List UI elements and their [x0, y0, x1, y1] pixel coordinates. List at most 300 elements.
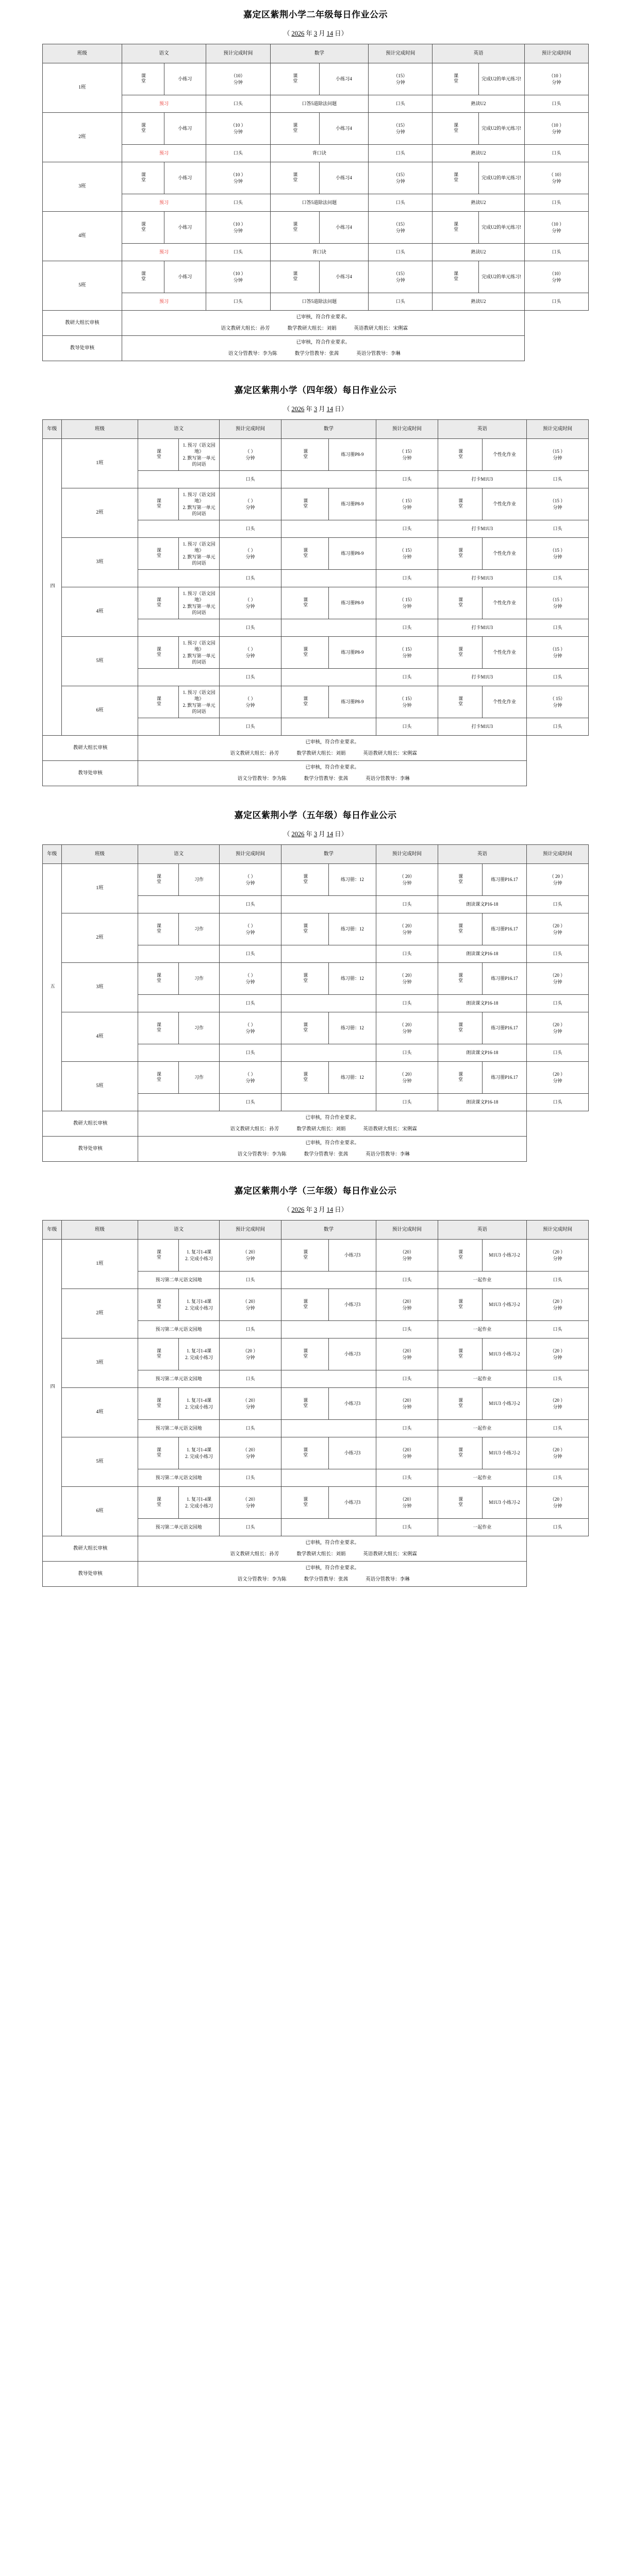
chinese-preview — [138, 619, 220, 637]
class-cell: 1班 — [43, 63, 122, 113]
math-work: 练习册P8-9 — [328, 587, 376, 619]
chinese-preview: 预习 — [122, 293, 206, 311]
math-preview-time: 口头 — [369, 293, 433, 311]
math-preview — [281, 1272, 376, 1289]
english-preview-time: 口头 — [527, 896, 589, 913]
col-header-math: 数学 — [281, 1221, 376, 1240]
math-time: （ 15） 分钟 — [376, 587, 438, 619]
col-header-time-chinese: 预计完成时间 — [220, 845, 281, 864]
math-preview-time: 口头 — [376, 718, 438, 736]
classroom-tag: 课堂 — [438, 963, 482, 995]
classroom-tag: 课堂 — [438, 1437, 482, 1469]
english-time: （15 ） 分钟 — [527, 587, 589, 619]
math-preview — [281, 1044, 376, 1062]
classroom-tag: 课堂 — [438, 1012, 482, 1044]
math-preview — [281, 619, 376, 637]
english-work: 完成U2的单元练习! — [478, 212, 524, 244]
classroom-tag: 课堂 — [281, 488, 328, 520]
english-preview: 熟读U2 — [433, 145, 524, 162]
table-row — [43, 963, 589, 995]
table-row-preview — [43, 194, 589, 212]
english-time: （10） 分钟 — [524, 261, 588, 293]
chinese-preview-time: 口头 — [220, 669, 281, 686]
classroom-tag: 课堂 — [138, 538, 179, 570]
math-preview — [281, 1094, 376, 1111]
classroom-tag: 课堂 — [138, 686, 179, 718]
class-cell: 2班 — [43, 113, 122, 162]
classroom-tag: 课堂 — [138, 1388, 179, 1420]
chinese-time: （ 20） 分钟 — [220, 1289, 281, 1321]
english-work: 个性化作业 — [482, 538, 526, 570]
chinese-preview-time: 口头 — [220, 995, 281, 1012]
chinese-preview-time: 口头 — [206, 145, 270, 162]
review-row-group-leader — [43, 1111, 589, 1137]
math-preview — [281, 1420, 376, 1437]
chinese-time: （10 ） 分钟 — [206, 212, 270, 244]
english-work: 练习册P16.17 — [482, 963, 526, 995]
section-grade2 — [0, 0, 631, 361]
classroom-tag: 课堂 — [138, 864, 179, 896]
chinese-preview — [138, 718, 220, 736]
classroom-tag: 课堂 — [270, 162, 319, 194]
english-preview-time: 口头 — [524, 145, 588, 162]
classroom-tag: 课堂 — [281, 1240, 328, 1272]
classroom-tag: 课堂 — [438, 1388, 482, 1420]
english-preview: 熟读U2 — [433, 194, 524, 212]
class-cell: 3班 — [61, 538, 138, 587]
english-work: 练习册P16.17 — [482, 864, 526, 896]
chinese-work: 1. 预习《语文园地》 2. 默写第一单元的词语 — [179, 587, 220, 619]
review-english-leader: 英语教研大组长：宋俐霖 — [363, 751, 417, 756]
classroom-tag: 课堂 — [138, 1012, 179, 1044]
col-header-english: 英语 — [438, 420, 526, 439]
table-row — [43, 488, 589, 520]
class-cell: 3班 — [61, 963, 138, 1012]
review-row-office — [43, 336, 589, 361]
class-cell: 4班 — [61, 1388, 138, 1437]
english-preview: 一起作业 — [438, 1272, 526, 1289]
math-preview — [281, 1370, 376, 1388]
col-header-class: 班级 — [43, 44, 122, 63]
english-work: 个性化作业 — [482, 637, 526, 669]
math-preview — [281, 896, 376, 913]
math-work: 练习册P8-9 — [328, 488, 376, 520]
review-body-group-leader — [138, 1111, 527, 1137]
date-day: 14 — [326, 831, 334, 838]
classroom-tag: 课堂 — [138, 913, 179, 945]
page-title-grade3: 嘉定区紫荆小学（三年级）每日作业公示 — [234, 1186, 397, 1196]
table-row — [43, 439, 589, 471]
review-body-office — [122, 336, 524, 361]
math-preview — [281, 718, 376, 736]
math-preview-time: 口头 — [376, 1094, 438, 1111]
math-time: （20） 分钟 — [376, 1338, 438, 1370]
office-english: 英语分管教导：李琳 — [366, 776, 410, 782]
homework-table-grade5 — [42, 844, 589, 1162]
classroom-tag: 课堂 — [281, 587, 328, 619]
page-title-grade5: 嘉定区紫荆小学（五年级）每日作业公示 — [234, 810, 397, 820]
math-preview-time: 口头 — [369, 194, 433, 212]
col-header-math: 数学 — [281, 845, 376, 864]
table-row — [43, 686, 589, 718]
english-work: M1U3 小练习-2 — [482, 1289, 526, 1321]
english-preview-time: 口头 — [524, 194, 588, 212]
chinese-preview: 预习第二单元语文园地 — [138, 1321, 220, 1338]
chinese-preview-time: 口头 — [206, 95, 270, 113]
chinese-preview — [138, 1044, 220, 1062]
classroom-tag: 课堂 — [270, 113, 319, 145]
classroom-tag: 课堂 — [122, 261, 164, 293]
review-approved-text: 已审核，符合作业要求。 — [305, 1115, 359, 1121]
review-row-office — [43, 1137, 589, 1162]
col-header-chinese: 语文 — [122, 44, 206, 63]
review-approved-text: 已审核，符合作业要求。 — [305, 739, 359, 745]
english-preview: 朗读课文P16-18 — [438, 1094, 526, 1111]
math-preview: 背口诀 — [270, 145, 369, 162]
chinese-preview — [138, 995, 220, 1012]
table-header-row — [43, 420, 589, 439]
chinese-preview — [138, 669, 220, 686]
chinese-preview-time: 口头 — [206, 293, 270, 311]
col-header-class: 班级 — [61, 1221, 138, 1240]
chinese-preview — [138, 1094, 220, 1111]
grade-cell: 五 — [43, 864, 62, 1111]
classroom-tag: 课堂 — [270, 63, 319, 95]
date-day: 14 — [326, 1206, 334, 1213]
english-time: （10 ） 分钟 — [524, 113, 588, 145]
english-preview: 朗读课文P16-18 — [438, 945, 526, 963]
col-header-class: 班级 — [61, 845, 138, 864]
chinese-work: 小练习 — [164, 261, 206, 293]
office-math: 数学分管教导：张茜 — [304, 1151, 348, 1157]
review-body-group-leader — [138, 1536, 527, 1562]
english-preview: 打卡M1U3 — [438, 718, 526, 736]
english-time: （10 ） 分钟 — [524, 212, 588, 244]
chinese-work: 1. 预习《语文园地》 2. 默写第一单元的词语 — [179, 538, 220, 570]
class-cell: 1班 — [61, 1240, 138, 1289]
english-time: （20 ） 分钟 — [527, 1062, 589, 1094]
classroom-tag: 课堂 — [281, 1388, 328, 1420]
math-preview-time: 口头 — [376, 619, 438, 637]
math-time: （20） 分钟 — [376, 1289, 438, 1321]
review-row-office — [43, 1562, 589, 1587]
col-header-time-english: 预计完成时间 — [527, 845, 589, 864]
math-preview-time: 口头 — [369, 95, 433, 113]
english-preview: 打卡M1U3 — [438, 471, 526, 488]
office-english: 英语分管教导：李琳 — [366, 1577, 410, 1582]
review-body-group-leader — [122, 311, 524, 336]
chinese-time: （ ） 分钟 — [220, 439, 281, 471]
english-work: M1U3 小练习-2 — [482, 1240, 526, 1272]
review-approved-text: 已审核，符合作业要求。 — [305, 1540, 359, 1546]
english-time: （20 ） 分钟 — [527, 913, 589, 945]
col-header-time-english: 预计完成时间 — [524, 44, 588, 63]
classroom-tag: 课堂 — [138, 587, 179, 619]
chinese-time: （ ） 分钟 — [220, 637, 281, 669]
class-cell: 5班 — [61, 1062, 138, 1111]
chinese-time: （ ） 分钟 — [220, 587, 281, 619]
office-chinese: 语文分管教导：李为陈 — [228, 351, 277, 357]
chinese-preview-time: 口头 — [220, 1044, 281, 1062]
chinese-preview: 预习第二单元语文园地 — [138, 1469, 220, 1487]
chinese-time: （ ） 分钟 — [220, 686, 281, 718]
col-header-time-chinese: 预计完成时间 — [220, 420, 281, 439]
english-preview: 一起作业 — [438, 1321, 526, 1338]
table-body — [43, 63, 589, 311]
classroom-tag: 课堂 — [138, 1289, 179, 1321]
chinese-time: （ 20） 分钟 — [220, 1240, 281, 1272]
classroom-tag: 课堂 — [438, 488, 482, 520]
english-time: （ 20 ） 分钟 — [527, 864, 589, 896]
english-preview: 朗读课文P16-18 — [438, 995, 526, 1012]
table-row — [43, 212, 589, 244]
table-row — [43, 162, 589, 194]
review-footer — [43, 1111, 589, 1162]
chinese-work: 1. 复习1-4课 2. 完成小练习 — [179, 1487, 220, 1519]
english-preview: 打卡M1U3 — [438, 669, 526, 686]
math-time: （15） 分钟 — [369, 162, 433, 194]
table-row — [43, 63, 589, 95]
english-preview-time: 口头 — [527, 1370, 589, 1388]
math-preview — [281, 995, 376, 1012]
classroom-tag: 课堂 — [433, 162, 478, 194]
classroom-tag: 课堂 — [433, 113, 478, 145]
classroom-tag: 课堂 — [438, 864, 482, 896]
chinese-preview: 预习第二单元语文园地 — [138, 1370, 220, 1388]
review-row-group-leader — [43, 311, 589, 336]
table-row-preview — [43, 293, 589, 311]
classroom-tag: 课堂 — [438, 439, 482, 471]
english-work: 个性化作业 — [482, 488, 526, 520]
chinese-work: 习作 — [179, 963, 220, 995]
english-work: 练习册P16.17 — [482, 1012, 526, 1044]
review-row-office — [43, 761, 589, 786]
chinese-preview-time: 口头 — [220, 1420, 281, 1437]
english-preview-time: 口头 — [527, 1094, 589, 1111]
math-preview — [281, 570, 376, 587]
chinese-preview — [138, 520, 220, 538]
table-body — [43, 864, 589, 1111]
english-preview: 一起作业 — [438, 1469, 526, 1487]
review-chinese-leader: 语文教研大组长：孙芳 — [221, 326, 270, 331]
col-header-time-english: 预计完成时间 — [527, 420, 589, 439]
classroom-tag: 课堂 — [438, 1289, 482, 1321]
chinese-preview-time: 口头 — [220, 945, 281, 963]
table-row — [43, 637, 589, 669]
english-time: （20 ） 分钟 — [527, 963, 589, 995]
date-day: 14 — [326, 30, 334, 37]
chinese-preview: 预习第二单元语文园地 — [138, 1420, 220, 1437]
chinese-work: 1. 复习1-4课 2. 完成小练习 — [179, 1437, 220, 1469]
classroom-tag: 课堂 — [438, 587, 482, 619]
chinese-time: （10 ） 分钟 — [206, 113, 270, 145]
table-row — [43, 1487, 589, 1519]
chinese-preview — [138, 896, 220, 913]
math-preview-time: 口头 — [376, 669, 438, 686]
class-cell: 2班 — [61, 488, 138, 538]
math-preview-time: 口头 — [376, 1469, 438, 1487]
grade-cell: 四 — [43, 439, 62, 736]
math-time: （15） 分钟 — [369, 212, 433, 244]
class-cell: 3班 — [43, 162, 122, 212]
chinese-time: （ ） 分钟 — [220, 1012, 281, 1044]
table-row — [43, 1012, 589, 1044]
classroom-tag: 课堂 — [138, 1437, 179, 1469]
chinese-time: （20 ） 分钟 — [220, 1338, 281, 1370]
col-header-chinese: 语文 — [138, 420, 220, 439]
math-time: （ 20） 分钟 — [376, 1062, 438, 1094]
math-time: （20） 分钟 — [376, 1388, 438, 1420]
english-time: （ 15） 分钟 — [527, 686, 589, 718]
table-header-row — [43, 44, 589, 63]
classroom-tag: 课堂 — [138, 1240, 179, 1272]
math-preview-time: 口头 — [369, 145, 433, 162]
math-work: 小练习4 — [319, 261, 368, 293]
classroom-tag: 课堂 — [281, 864, 328, 896]
office-english: 英语分管教导：李琳 — [356, 351, 401, 357]
math-work: 练习册：12 — [328, 1062, 376, 1094]
col-header-time-english: 预计完成时间 — [527, 1221, 589, 1240]
office-math: 数学分管教导：张茜 — [304, 776, 348, 782]
table-row — [43, 1388, 589, 1420]
english-time: （20 ） 分钟 — [527, 1012, 589, 1044]
date-year: 2026 — [291, 1206, 305, 1213]
math-work: 小练习3 — [328, 1487, 376, 1519]
chinese-work: 1. 预习《语文园地》 2. 默写第一单元的词语 — [179, 637, 220, 669]
chinese-preview: 预习 — [122, 95, 206, 113]
chinese-preview — [138, 945, 220, 963]
chinese-preview-time: 口头 — [220, 471, 281, 488]
english-work: 个性化作业 — [482, 587, 526, 619]
english-work: M1U3 小练习-2 — [482, 1487, 526, 1519]
math-work: 练习册：12 — [328, 864, 376, 896]
col-header-chinese: 语文 — [138, 1221, 220, 1240]
math-time: （ 15） 分钟 — [376, 538, 438, 570]
homework-table-grade2 — [42, 44, 589, 361]
homework-table-grade4 — [42, 419, 589, 786]
review-label-group-leader: 教研大组长审核 — [43, 1536, 138, 1562]
table-row — [43, 587, 589, 619]
chinese-preview-time: 口头 — [220, 1469, 281, 1487]
english-time: （20 ） 分钟 — [527, 1289, 589, 1321]
english-preview: 熟读U2 — [433, 293, 524, 311]
grade-cell: 四 — [43, 1240, 62, 1536]
english-preview-time: 口头 — [524, 244, 588, 261]
review-approved-text: 已审核，符合作业要求。 — [296, 314, 350, 320]
classroom-tag: 课堂 — [138, 1062, 179, 1094]
review-label-office: 教导处审核 — [43, 336, 122, 361]
chinese-time: （ ） 分钟 — [220, 1062, 281, 1094]
chinese-preview-time: 口头 — [206, 194, 270, 212]
english-preview-time: 口头 — [524, 95, 588, 113]
chinese-preview-time: 口头 — [206, 244, 270, 261]
chinese-preview: 预习第二单元语文园地 — [138, 1272, 220, 1289]
math-time: （ 20） 分钟 — [376, 913, 438, 945]
math-preview-time: 口头 — [376, 471, 438, 488]
math-time: （ 20） 分钟 — [376, 1012, 438, 1044]
section-grade5 — [0, 801, 631, 1162]
date-month: 3 — [313, 30, 318, 37]
classroom-tag: 课堂 — [138, 1338, 179, 1370]
chinese-preview: 预习第二单元语文园地 — [138, 1519, 220, 1536]
english-preview: 打卡M1U3 — [438, 570, 526, 587]
english-preview-time: 口头 — [527, 570, 589, 587]
review-label-office: 教导处审核 — [43, 761, 138, 786]
chinese-time: （ 20） 分钟 — [220, 1437, 281, 1469]
math-work: 练习册P8-9 — [328, 439, 376, 471]
announcement-date: （ 2026 年 3 月 14 日） — [283, 30, 348, 37]
class-cell: 4班 — [61, 587, 138, 637]
english-preview-time: 口头 — [527, 718, 589, 736]
classroom-tag: 课堂 — [122, 63, 164, 95]
math-work: 练习册：12 — [328, 913, 376, 945]
review-body-office — [138, 1562, 527, 1587]
english-time: （15 ） 分钟 — [527, 538, 589, 570]
chinese-preview-time: 口头 — [220, 1094, 281, 1111]
review-approved-text-office: 已审核，符合作业要求。 — [296, 340, 350, 345]
col-header-grade: 年级 — [43, 845, 62, 864]
math-work: 练习册：12 — [328, 963, 376, 995]
math-preview-time: 口头 — [376, 1044, 438, 1062]
col-header-time-chinese: 预计完成时间 — [220, 1221, 281, 1240]
english-preview-time: 口头 — [524, 293, 588, 311]
table-header-row — [43, 1221, 589, 1240]
review-footer — [43, 1536, 589, 1587]
english-time: （15 ） 分钟 — [527, 637, 589, 669]
chinese-preview-time: 口头 — [220, 896, 281, 913]
office-math: 数学分管教导：张茜 — [304, 1577, 348, 1582]
class-cell: 5班 — [43, 261, 122, 311]
classroom-tag: 课堂 — [433, 63, 478, 95]
date-month: 3 — [313, 831, 318, 838]
math-preview: 背口诀 — [270, 244, 369, 261]
table-row — [43, 1289, 589, 1321]
math-preview-time: 口头 — [376, 1272, 438, 1289]
classroom-tag: 课堂 — [281, 1487, 328, 1519]
english-preview: 熟读U2 — [433, 95, 524, 113]
chinese-preview-time: 口头 — [220, 619, 281, 637]
classroom-tag: 课堂 — [281, 637, 328, 669]
english-preview-time: 口头 — [527, 1420, 589, 1437]
classroom-tag: 课堂 — [281, 1062, 328, 1094]
office-chinese: 语文分管教导：李为陈 — [237, 776, 287, 782]
review-label-group-leader: 教研大组长审核 — [43, 1111, 138, 1137]
review-chinese-leader: 语文教研大组长：孙芳 — [230, 751, 279, 756]
chinese-time: （ 20） 分钟 — [220, 1388, 281, 1420]
review-row-group-leader — [43, 1536, 589, 1562]
english-work: 完成U2的单元练习! — [478, 162, 524, 194]
chinese-work: 小练习 — [164, 162, 206, 194]
english-preview: 打卡M1U3 — [438, 619, 526, 637]
english-work: 个性化作业 — [482, 686, 526, 718]
math-work: 小练习3 — [328, 1388, 376, 1420]
review-math-leader: 数学教研大组长：刘娟 — [296, 1551, 346, 1557]
col-header-math: 数学 — [281, 420, 376, 439]
math-preview: 口答5道除法问题 — [270, 95, 369, 113]
chinese-time: （ ） 分钟 — [220, 913, 281, 945]
english-work: 练习册P16.17 — [482, 913, 526, 945]
classroom-tag: 课堂 — [438, 538, 482, 570]
col-header-time-math: 预计完成时间 — [376, 845, 438, 864]
math-preview: 口答5道除法问题 — [270, 293, 369, 311]
col-header-english: 英语 — [438, 1221, 526, 1240]
math-time: （ 15） 分钟 — [376, 488, 438, 520]
table-row — [43, 1338, 589, 1370]
review-approved-text-office: 已审核，符合作业要求。 — [305, 1140, 359, 1146]
math-preview-time: 口头 — [376, 1321, 438, 1338]
date-year: 2026 — [291, 831, 305, 838]
english-preview-time: 口头 — [527, 669, 589, 686]
